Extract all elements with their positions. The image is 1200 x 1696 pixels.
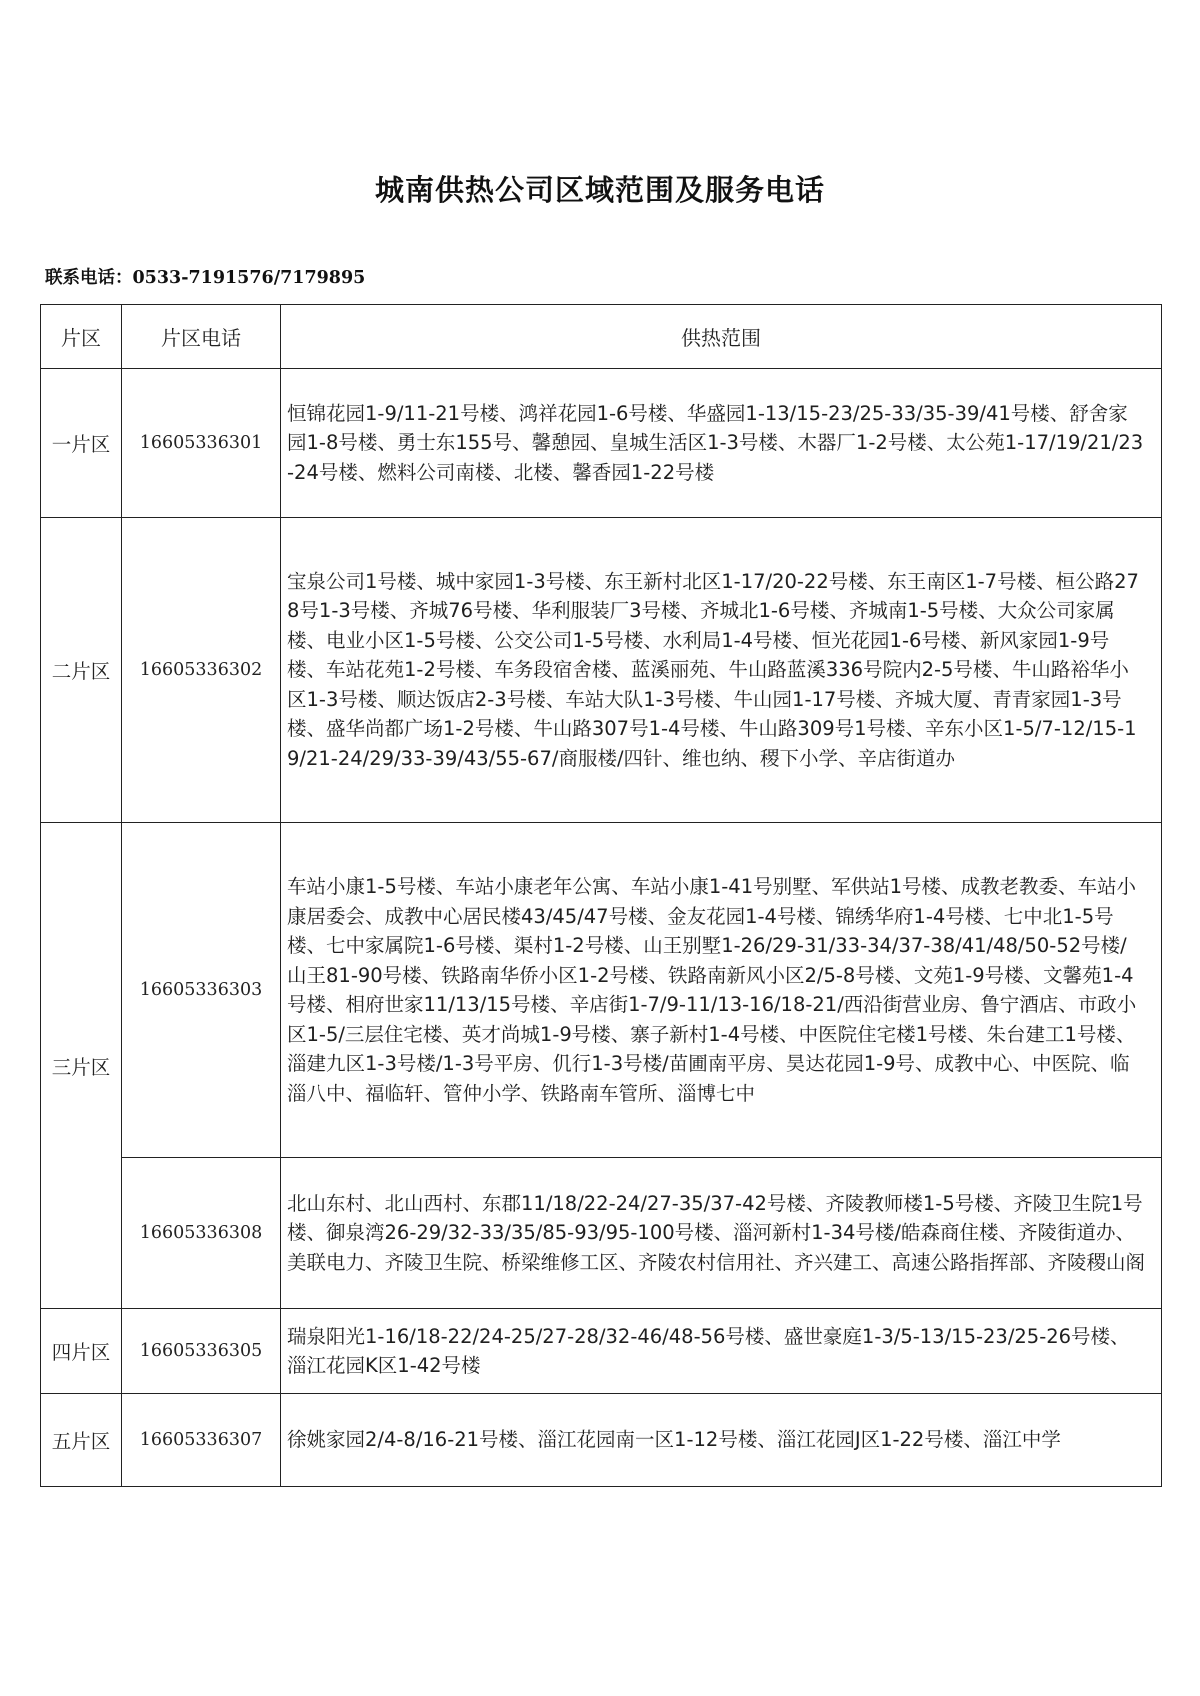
area-name: 二片区: [41, 518, 122, 823]
table-row: [41, 1309, 1162, 1394]
table-row: [41, 823, 1162, 1158]
header-area: 片区: [41, 305, 122, 369]
area-phone: 16605336305: [122, 1309, 281, 1394]
header-scope: 供热范围: [281, 305, 1162, 369]
area-phone: 16605336302: [122, 518, 281, 823]
table-row: [41, 1394, 1162, 1487]
table-row: [41, 1158, 1162, 1309]
area-phone: 16605336301: [122, 369, 281, 518]
heating-scope: 北山东村、北山西村、东郡11/18/22-24/27-35/37-42号楼、齐陵教师楼1-5号楼、齐陵卫生院1号楼、御泉湾26-29/32-33/35/85-93/95-100号楼、淄河新村1-34号楼/皓森商住楼、齐陵街道办、美联电力、齐陵卫生院、桥梁维修工区、齐陵农村信用社、齐兴建工、高速公路指挥部、齐陵稷山阁: [281, 1158, 1162, 1309]
area-name: 四片区: [41, 1309, 122, 1394]
heating-scope: 徐姚家园2/4-8/16-21号楼、淄江花园南一区1-12号楼、淄江花园J区1-22号楼、淄江中学: [281, 1394, 1162, 1487]
heating-scope: 宝泉公司1号楼、城中家园1-3号楼、东王新村北区1-17/20-22号楼、东王南区1-7号楼、桓公路278号1-3号楼、齐城76号楼、华利服装厂3号楼、齐城北1-6号楼、齐城南1-5号楼、大众公司家属楼、电业小区1-5号楼、公交公司1-5号楼、水利局1-4号楼、恒光花园1-6号楼、新风家园1-9号楼、车站花苑1-2号楼、车务段宿舍楼、蓝溪丽苑、牛山路蓝溪336号院内2-5号楼、牛山路裕华小区1-3号楼、顺达饭店2-3号楼、车站大队1-3号楼、牛山园1-17号楼、齐城大厦、青青家园1-3号楼、盛华尚都广场1-2号楼、牛山路307号1-4号楼、牛山路309号1号楼、辛东小区1-5/7-12/15-19/21-24/29/33-39/43/55-67/商服楼/四针、维也纳、稷下小学、辛店街道办: [281, 518, 1162, 823]
table-row: [41, 518, 1162, 823]
area-name: 三片区: [41, 823, 122, 1309]
service-area-table: [40, 304, 1162, 1487]
contact-phone-line: 联系电话：0533-7191576/7179895: [45, 268, 366, 288]
area-phone: 16605336303: [122, 823, 281, 1158]
area-phone: 16605336307: [122, 1394, 281, 1487]
table-row: [41, 369, 1162, 518]
area-name: 一片区: [41, 369, 122, 518]
document-title: 城南供热公司区域范围及服务电话: [374, 173, 825, 207]
area-name: 五片区: [41, 1394, 122, 1487]
area-phone: 16605336308: [122, 1158, 281, 1309]
heating-scope: 恒锦花园1-9/11-21号楼、鸿祥花园1-6号楼、华盛园1-13/15-23/25-33/35-39/41号楼、舒舍家园1-8号楼、勇士东155号、馨憩园、皇城生活区1-3号楼、木器厂1-2号楼、太公苑1-17/19/21/23-24号楼、燃料公司南楼、北楼、馨香园1-22号楼: [281, 369, 1162, 518]
heating-scope: 瑞泉阳光1-16/18-22/24-25/27-28/32-46/48-56号楼、盛世豪庭1-3/5-13/15-23/25-26号楼、淄江花园K区1-42号楼: [281, 1309, 1162, 1394]
heating-scope: 车站小康1-5号楼、车站小康老年公寓、车站小康1-41号别墅、军供站1号楼、成教老教委、车站小康居委会、成教中心居民楼43/45/47号楼、金友花园1-4号楼、锦绣华府1-4号楼、七中北1-5号楼、七中家属院1-6号楼、渠村1-2号楼、山王别墅1-26/29-31/33-34/37-38/41/48/50-52号楼/山王81-90号楼、铁路南华侨小区1-2号楼、铁路南新风小区2/5-8号楼、文苑1-9号楼、文馨苑1-4号楼、相府世家11/13/15号楼、辛店街1-7/9-11/13-16/18-21/西沿街营业房、鲁宁酒店、市政小区1-5/三层住宅楼、英才尚城1-9号楼、寨子新村1-4号楼、中医院住宅楼1号楼、朱台建工1号楼、淄建九区1-3号楼/1-3号平房、仉行1-3号楼/苗圃南平房、昊达花园1-9号、成教中心、中医院、临淄八中、福临轩、管仲小学、铁路南车管所、淄博七中: [281, 823, 1162, 1158]
table-header-row: [41, 305, 1162, 369]
header-phone: 片区电话: [122, 305, 281, 369]
